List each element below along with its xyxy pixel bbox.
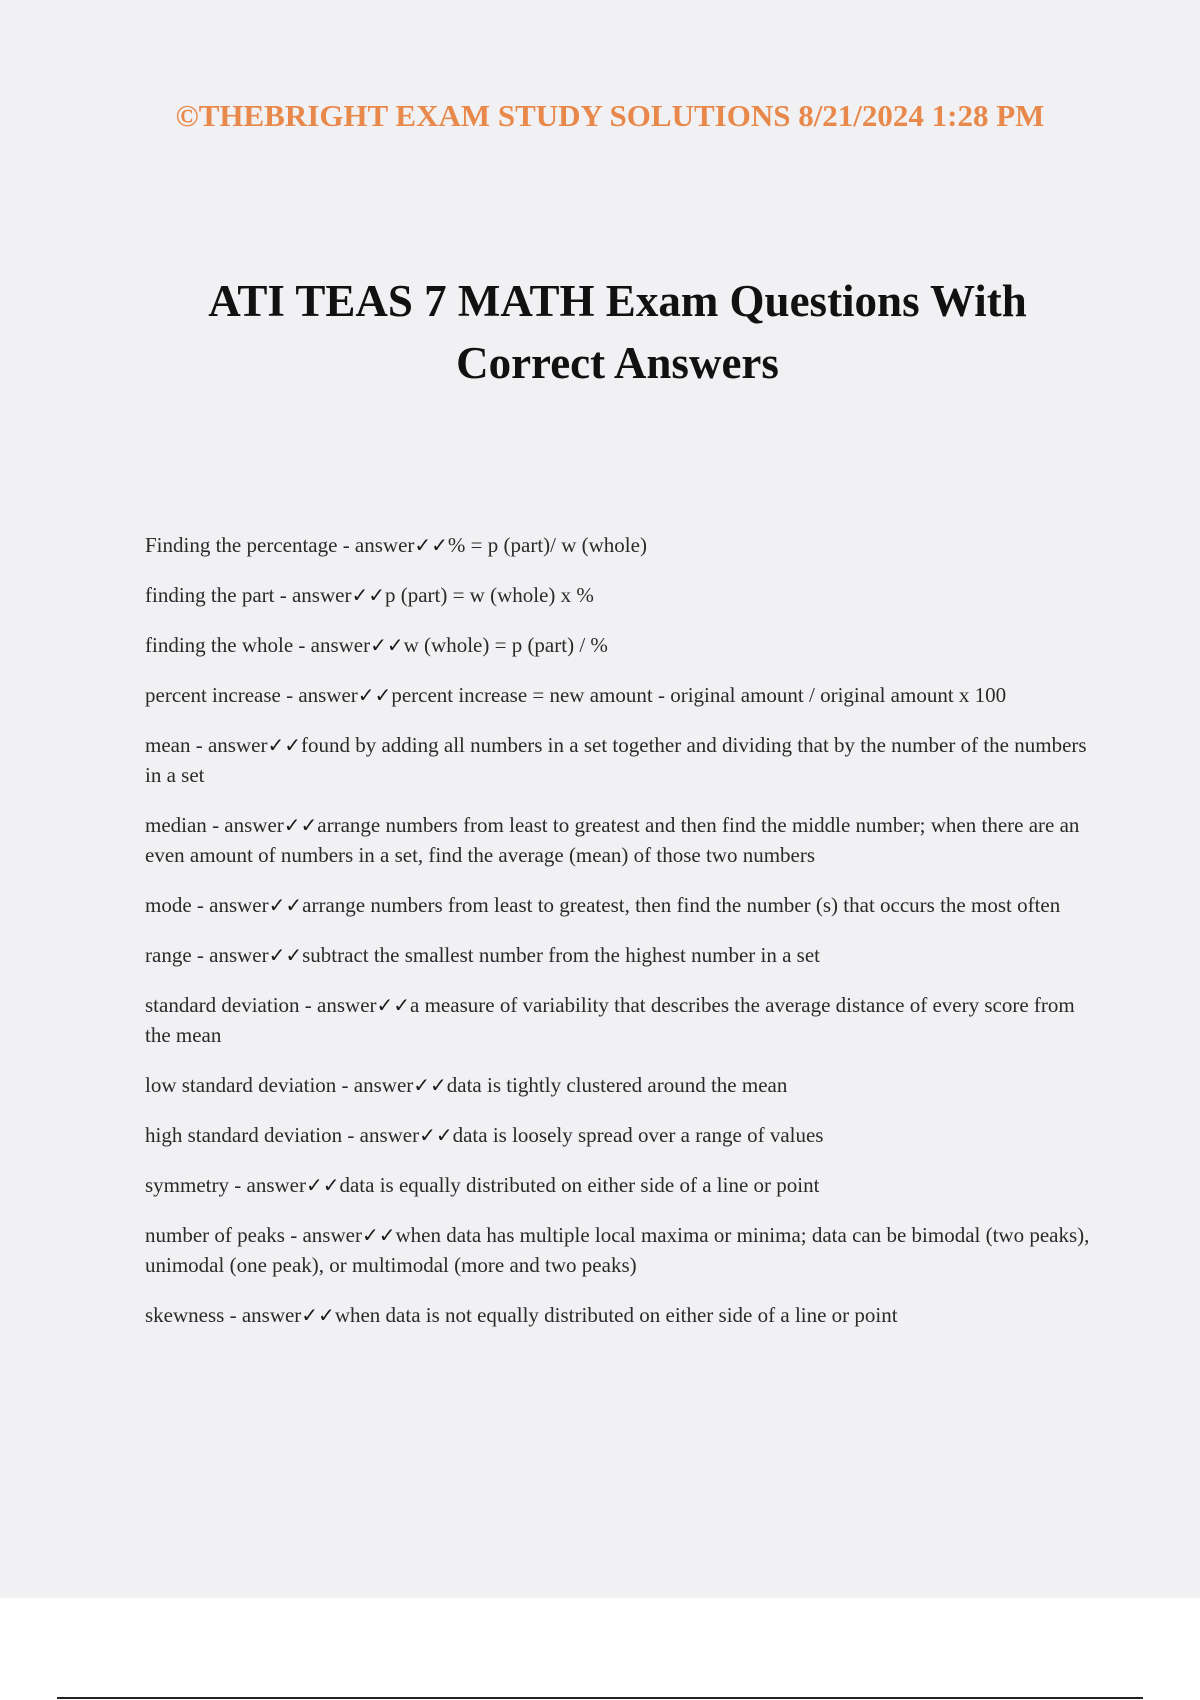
qa-separator: - answer	[284, 1223, 362, 1247]
double-check-icon: ✓✓	[419, 1123, 453, 1147]
qa-item	[145, 1070, 1090, 1100]
qa-answer: when data is not equally distributed on either side of a line or point	[334, 1303, 898, 1327]
qa-separator: - answer	[342, 1123, 420, 1147]
qa-answer: subtract the smallest number from the highest number in a set	[302, 943, 820, 967]
footer-divider	[57, 1697, 1143, 1699]
qa-term: standard deviation	[145, 993, 300, 1017]
qa-item	[145, 1170, 1090, 1200]
double-check-icon: ✓✓	[268, 893, 303, 917]
double-check-icon: ✓✓	[305, 1173, 340, 1197]
qa-separator: - answer	[191, 893, 269, 917]
qa-separator: - answer	[229, 1173, 306, 1197]
qa-item	[145, 1300, 1090, 1330]
qa-item	[145, 940, 1090, 970]
qa-term: symmetry	[145, 1173, 229, 1197]
document-title	[0, 270, 1200, 394]
qa-separator: - answer	[190, 733, 268, 757]
double-check-icon: ✓✓	[361, 1223, 396, 1247]
qa-separator: - answer	[206, 813, 284, 837]
qa-item	[145, 580, 1090, 610]
qa-separator: - answer	[336, 1073, 414, 1097]
qa-term: number of peaks	[145, 1223, 285, 1247]
qa-separator: - answer	[293, 633, 371, 657]
qa-list	[145, 530, 1090, 1350]
qa-term: percent increase	[145, 683, 281, 707]
qa-term: Finding the percentage	[145, 533, 338, 557]
qa-answer: data is tightly clustered around the mean	[446, 1073, 788, 1097]
qa-answer: percent increase = new amount - original amount / original amount x 100	[391, 683, 1007, 707]
double-check-icon: ✓✓	[376, 993, 411, 1017]
qa-term: median	[145, 813, 207, 837]
qa-answer: arrange numbers from least to greatest, then find the number (s) that occurs the most often	[302, 893, 1061, 917]
qa-separator: - answer	[337, 533, 415, 557]
qa-term: range	[145, 943, 192, 967]
qa-answer: data is equally distributed on either side of a line or point	[339, 1173, 820, 1197]
qa-term: low standard deviation	[145, 1073, 337, 1097]
qa-separator: - answer	[299, 993, 377, 1017]
qa-item	[145, 890, 1090, 920]
qa-item	[145, 630, 1090, 660]
double-check-icon: ✓✓	[268, 943, 303, 967]
qa-answer: a measure of variability that describes the average distance of every score from the mean	[145, 993, 1075, 1047]
qa-answer: w (whole) = p (part) / %	[403, 633, 608, 657]
qa-separator: - answer	[274, 583, 352, 607]
double-check-icon: ✓✓	[357, 683, 392, 707]
qa-item	[145, 1120, 1090, 1150]
qa-separator: - answer	[224, 1303, 302, 1327]
qa-separator: - answer	[280, 683, 358, 707]
qa-answer: % = p (part)/ w (whole)	[447, 533, 647, 557]
double-check-icon: ✓✓	[283, 813, 318, 837]
qa-answer: p (part) = w (whole) x %	[384, 583, 594, 607]
qa-answer: data is loosely spread over a range of values	[452, 1123, 824, 1147]
title-line-2: Correct Answers	[456, 338, 779, 388]
header-text: THEBRIGHT EXAM STUDY SOLUTIONS 8/21/2024 1:28 PM	[198, 98, 1045, 133]
qa-term: high standard deviation	[145, 1123, 343, 1147]
qa-separator: - answer	[191, 943, 269, 967]
double-check-icon: ✓✓	[267, 733, 301, 757]
qa-term: skewness	[145, 1303, 225, 1327]
qa-item	[145, 730, 1090, 790]
copyright-header	[0, 98, 1200, 134]
copyright-symbol: ©	[175, 98, 199, 133]
qa-item	[145, 1220, 1090, 1280]
double-check-icon: ✓✓	[413, 1073, 447, 1097]
double-check-icon: ✓✓	[301, 1303, 335, 1327]
double-check-icon: ✓✓	[370, 633, 404, 657]
qa-term: mode	[145, 893, 192, 917]
qa-term: mean	[145, 733, 191, 757]
qa-term: finding the part	[145, 583, 275, 607]
qa-answer: found by adding all numbers in a set together and dividing that by the number of the numbers in a set	[145, 733, 1087, 787]
qa-item	[145, 810, 1090, 870]
qa-item	[145, 530, 1090, 560]
qa-answer: arrange numbers from least to greatest and then find the middle number; when there are an even amount of numbers in a set, find the average (mean) of those two numbers	[145, 813, 1080, 867]
title-line-1: ATI TEAS 7 MATH Exam Questions With	[208, 276, 1027, 326]
double-check-icon: ✓✓	[414, 533, 448, 557]
qa-item	[145, 680, 1090, 710]
double-check-icon: ✓✓	[351, 583, 385, 607]
qa-item	[145, 990, 1090, 1050]
qa-answer: when data has multiple local maxima or minima; data can be bimodal (two peaks), unimodal (one peak), or multimodal (more and two peaks)	[145, 1223, 1090, 1277]
qa-term: finding the whole	[145, 633, 294, 657]
